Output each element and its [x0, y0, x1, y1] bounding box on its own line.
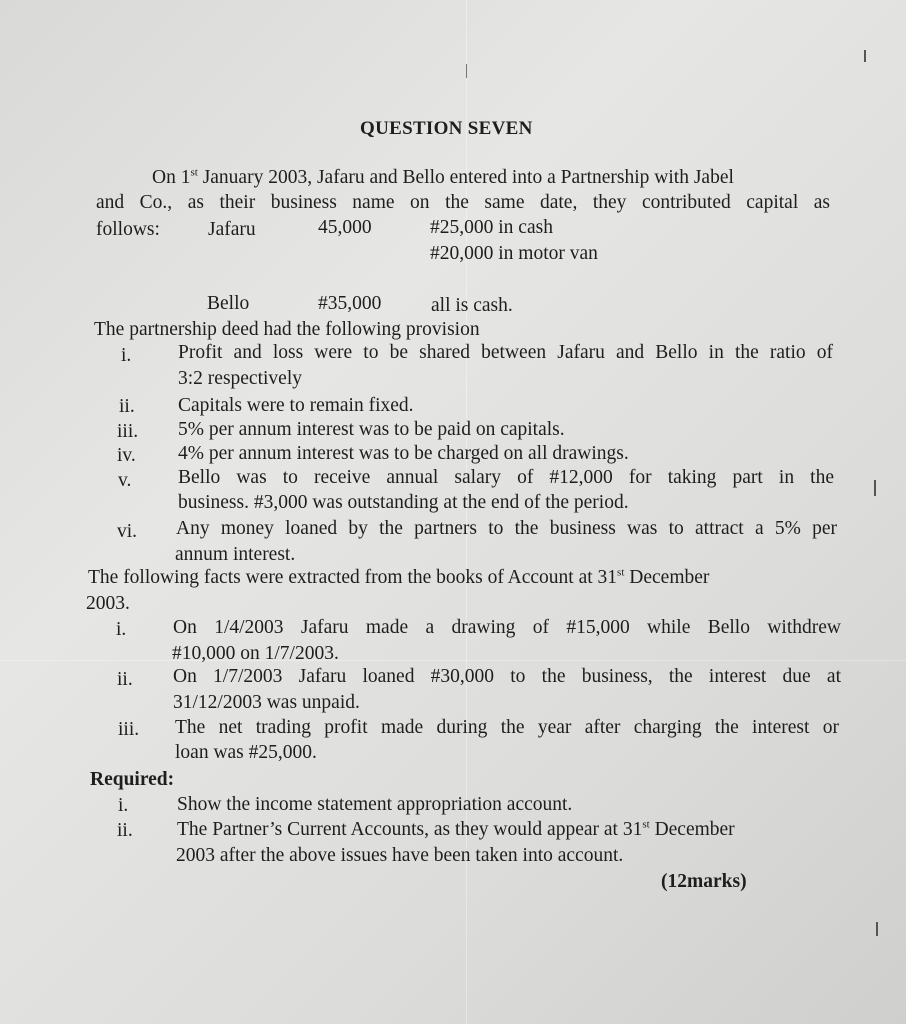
jafaru-cash: #25,000 in cash: [430, 217, 553, 238]
facts-intro-line-1-sup: st: [617, 566, 625, 579]
bello-note: all is cash.: [431, 295, 513, 316]
deed-intro: The partnership deed had the following provision: [94, 319, 480, 340]
required-2-line-1: [177, 818, 839, 842]
scan-mark-bottom-right: [876, 922, 878, 936]
required-2-line-1-sup: st: [642, 818, 650, 831]
provision-6-num: vi.: [117, 521, 138, 542]
facts-intro-line-2: 2003.: [86, 593, 130, 614]
paper-fold-horizontal: [0, 660, 906, 661]
bello-name: Bello: [207, 293, 250, 314]
provision-1-line-2: 3:2 respectively: [178, 368, 302, 389]
provision-5-line-2: business. #3,000 was outstanding at the end of the period.: [178, 492, 629, 513]
fact-3-line-2: loan was #25,000.: [175, 742, 317, 763]
intro-line-1-sup: st: [190, 166, 198, 179]
facts-intro-line-1-b: December: [624, 567, 710, 588]
required-1-num: i.: [118, 795, 129, 816]
required-1-line-1: Show the income statement appropriation account.: [177, 794, 573, 815]
jafaru-amount: 45,000: [318, 217, 372, 238]
fact-1-line-1: On 1/4/2003 Jafaru made a drawing of #15,000 while Bello withdrew: [173, 617, 841, 638]
follows-label: follows:: [96, 219, 160, 240]
required-2-num: ii.: [117, 820, 133, 841]
fact-3-num: iii.: [118, 719, 140, 740]
scan-mark-top-center: [466, 64, 467, 78]
provision-3-num: iii.: [117, 421, 139, 442]
intro-line-1-a: On 1: [152, 167, 191, 188]
provision-4-line-1: 4% per annum interest was to be charged on all drawings.: [178, 443, 629, 464]
required-2-line-1-b: December: [649, 819, 735, 840]
fact-2-line-2: 31/12/2003 was unpaid.: [173, 692, 360, 713]
marks-label: (12marks): [661, 871, 747, 892]
question-title: QUESTION SEVEN: [360, 118, 533, 139]
required-2-line-2: 2003 after the above issues have been taken into account.: [176, 845, 624, 866]
provision-1-line-1: Profit and loss were to be shared between Jafaru and Bello in the ratio of: [178, 342, 833, 363]
provision-3-line-1: 5% per annum interest was to be paid on capitals.: [178, 419, 565, 440]
provision-2-line-1: Capitals were to remain fixed.: [178, 395, 414, 416]
provision-5-line-1: Bello was to receive annual salary of #12,000 for taking part in the: [178, 467, 834, 488]
provision-6-line-2: annum interest.: [175, 544, 296, 565]
intro-line-1: [152, 166, 830, 190]
provision-6-line-1: Any money loaned by the partners to the business was to attract a 5% per: [176, 518, 837, 539]
fact-2-line-1: On 1/7/2003 Jafaru loaned #30,000 to the business, the interest due at: [173, 666, 841, 687]
fact-2-num: ii.: [117, 669, 133, 690]
provision-2-num: ii.: [119, 396, 135, 417]
required-label: Required:: [90, 769, 175, 790]
fact-1-line-2: #10,000 on 1/7/2003.: [172, 643, 339, 664]
fact-3-line-1: The net trading profit made during the year after charging the interest or: [175, 717, 839, 738]
scan-mark-top-right: [864, 50, 866, 62]
fact-1-num: i.: [116, 619, 127, 640]
intro-line-1-b: January 2003, Jafaru and Bello entered into a Partnership with Jabel: [197, 167, 734, 188]
scan-mark-middle-right: [874, 480, 876, 496]
provision-1-num: i.: [121, 345, 132, 366]
provision-5-num: v.: [118, 470, 132, 491]
intro-line-2: and Co., as their business name on the same date, they contributed capital as: [96, 192, 830, 213]
required-2-line-1-a: The Partner’s Current Accounts, as they would appear at 31: [177, 819, 643, 840]
provision-4-num: iv.: [117, 445, 136, 466]
bello-amount: #35,000: [318, 293, 382, 314]
facts-intro-line-1-a: The following facts were extracted from the books of Account at 31: [88, 567, 618, 588]
jafaru-name: Jafaru: [208, 219, 256, 240]
jafaru-van: #20,000 in motor van: [430, 243, 598, 264]
facts-intro-line-1: [88, 566, 838, 590]
